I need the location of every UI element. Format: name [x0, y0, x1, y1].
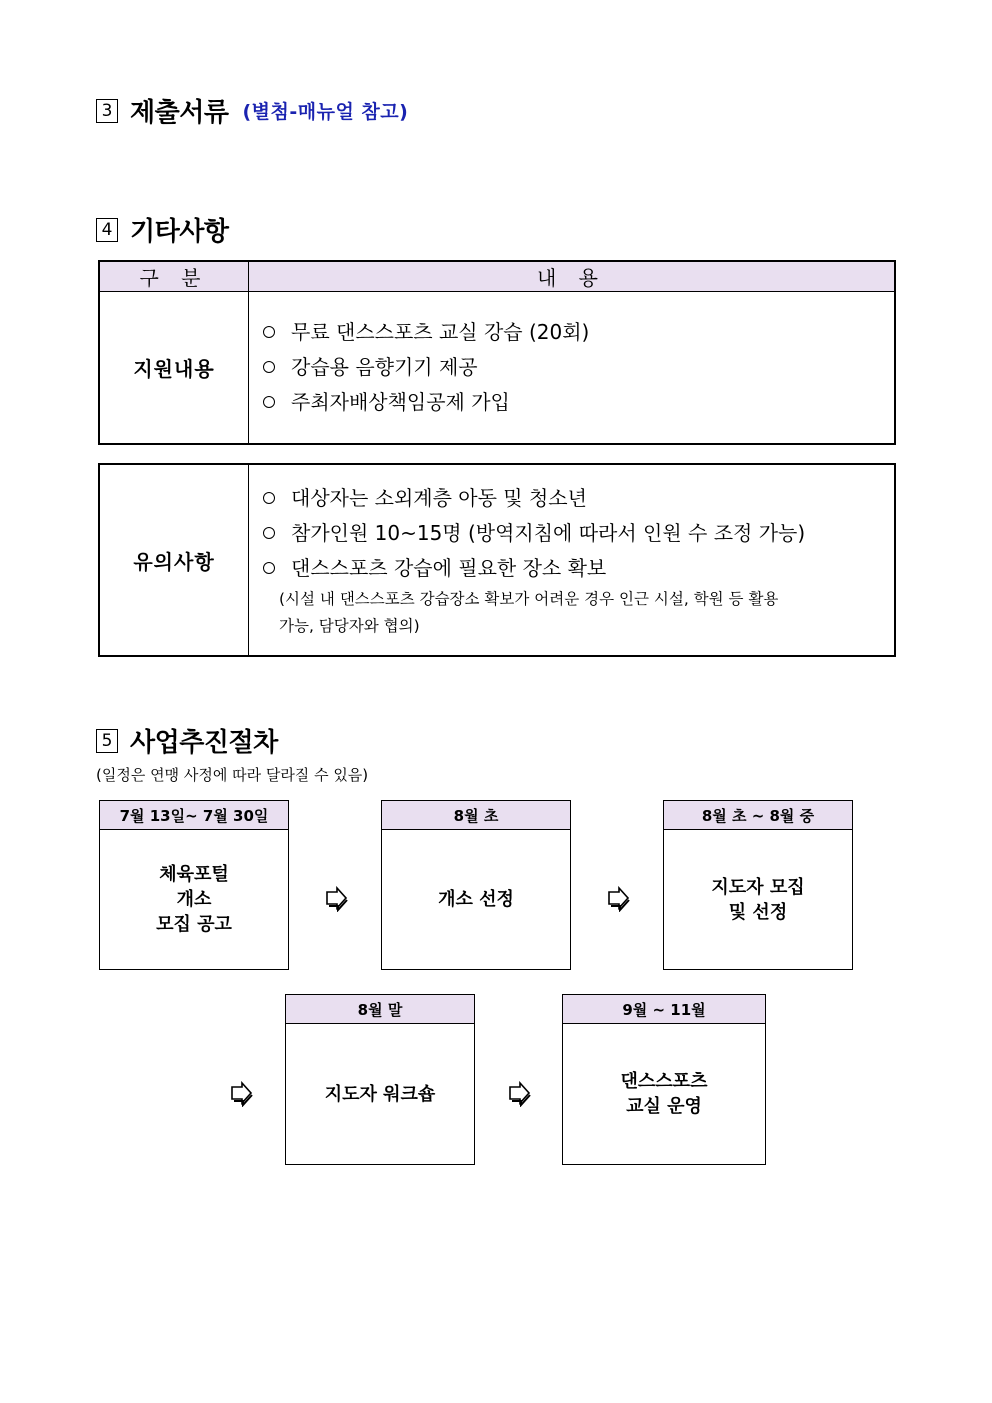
section-number-box: 5: [96, 729, 118, 753]
flow-step-5: [562, 994, 766, 1165]
row-content: [249, 464, 896, 656]
list-item: 주최자배상책임공제 가입: [261, 385, 894, 420]
right-arrow-icon: [507, 1081, 531, 1107]
section-4-heading: [96, 211, 228, 248]
table-row: [99, 292, 895, 444]
row-content: [249, 292, 896, 444]
flow-step-4: [285, 994, 475, 1165]
step-body: 지도자 워크숍: [324, 1083, 436, 1105]
circle-bullet-icon: [263, 492, 275, 504]
list-item: 강습용 음향기기 제공: [261, 350, 894, 385]
step-date: 8월 초 ~ 8월 중: [664, 801, 852, 830]
section-3-heading: [96, 92, 408, 129]
row-label: 지원내용: [99, 292, 249, 444]
step-body: 댄스스포츠 교실 운영: [620, 1071, 708, 1117]
support-table: [98, 260, 896, 445]
circle-bullet-icon: [263, 527, 275, 539]
step-date: 8월 말: [286, 995, 474, 1024]
list-item: 댄스스포츠 강습에 필요한 장소 확보: [261, 551, 894, 586]
circle-bullet-icon: [263, 562, 275, 574]
list-item: 참가인원 10~15명 (방역지침에 따라서 인원 수 조정 가능): [261, 516, 894, 551]
schedule-note: (일정은 연맹 사정에 따라 달라질 수 있음): [96, 766, 369, 784]
caution-note: (시설 내 댄스스포츠 강습장소 확보가 어려운 경우 인근 시설, 학원 등 활용 가능, 담당자와 협의): [279, 589, 779, 635]
header-content: 내 용: [249, 261, 896, 292]
table-row: [99, 464, 895, 656]
step-date: 8월 초: [382, 801, 570, 830]
list-item: 대상자는 소외계층 아동 및 청소년: [261, 481, 894, 516]
section-number-box: 4: [96, 218, 118, 242]
list-item: 무료 댄스스포츠 교실 강습 (20회): [261, 315, 894, 350]
caution-table: [98, 463, 896, 657]
circle-bullet-icon: [263, 396, 275, 408]
row-label: 유의사항: [99, 464, 249, 656]
section-title: 제출서류: [130, 98, 229, 128]
step-body: 지도자 모집 및 선정: [711, 876, 805, 923]
circle-bullet-icon: [263, 326, 275, 338]
header-category: 구 분: [99, 261, 249, 292]
flow-step-3: [663, 800, 853, 970]
right-arrow-icon: [606, 886, 630, 912]
table-header-row: [99, 261, 895, 292]
right-arrow-icon: [324, 886, 348, 912]
section-subtitle: (별첨-매뉴얼 참고): [242, 101, 409, 123]
flow-step-2: [381, 800, 571, 970]
step-date: 9월 ~ 11월: [563, 995, 765, 1024]
step-body: 개소 선정: [438, 889, 514, 910]
section-number-box: 3: [96, 99, 118, 123]
step-date: 7월 13일~ 7월 30일: [100, 801, 288, 830]
section-title: 사업추진절차: [130, 728, 278, 758]
section-title: 기타사항: [130, 217, 229, 247]
flow-step-1: [99, 800, 289, 970]
circle-bullet-icon: [263, 361, 275, 373]
step-body: 체육포털 개소 모집 공고: [156, 864, 232, 935]
right-arrow-icon: [229, 1081, 253, 1107]
section-5-heading: [96, 722, 278, 759]
